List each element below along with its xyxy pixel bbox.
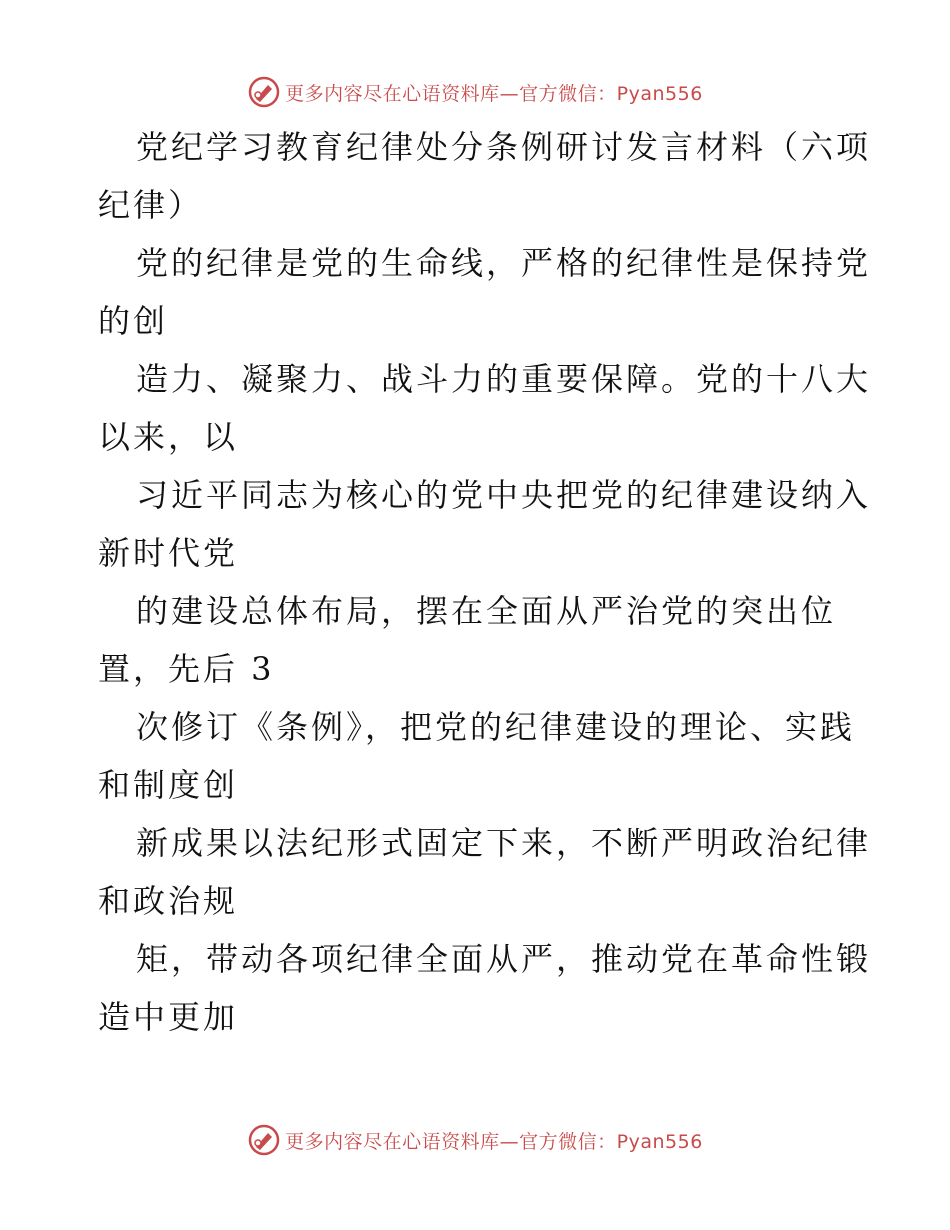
text-line: 造中更加 [98,998,239,1036]
text-line: 和制度创 [98,766,239,804]
text-line: 习近平同志为核心的党中央把党的纪律建设纳入 [136,476,872,514]
header-banner-text: 更多内容尽在心语资料库—官方微信：Pyan556 [285,82,703,105]
text-line: 新时代党 [98,534,239,572]
text-line: 矩，带动各项纪律全面从严，推动党在革命性锻 [136,940,872,978]
text-line: 纪律） [98,186,204,224]
pen-logo-icon [247,75,281,109]
header-banner [0,72,950,112]
text-line: 置，先后 3 [98,650,275,688]
text-line: 新成果以法纪形式固定下来，不断严明政治纪律 [136,824,872,862]
footer-banner [0,1120,950,1160]
text-line: 党纪学习教育纪律处分条例研讨发言材料（六项 [136,128,872,166]
text-line: 次修订《条例》，把党的纪律建设的理论、实践 [136,708,856,746]
text-line: 党的纪律是党的生命线，严格的纪律性是保持党 [136,244,872,282]
footer-banner-text: 更多内容尽在心语资料库—官方微信：Pyan556 [285,1130,703,1153]
text-line: 的创 [98,302,169,340]
text-line: 造力、凝聚力、战斗力的重要保障。党的十八大 [136,360,872,398]
pen-logo-icon [247,1123,281,1157]
text-line: 和政治规 [98,882,239,920]
text-line: 以来，以 [98,418,239,456]
text-line: 的建设总体布局，摆在全面从严治党的突出位 [136,592,837,630]
